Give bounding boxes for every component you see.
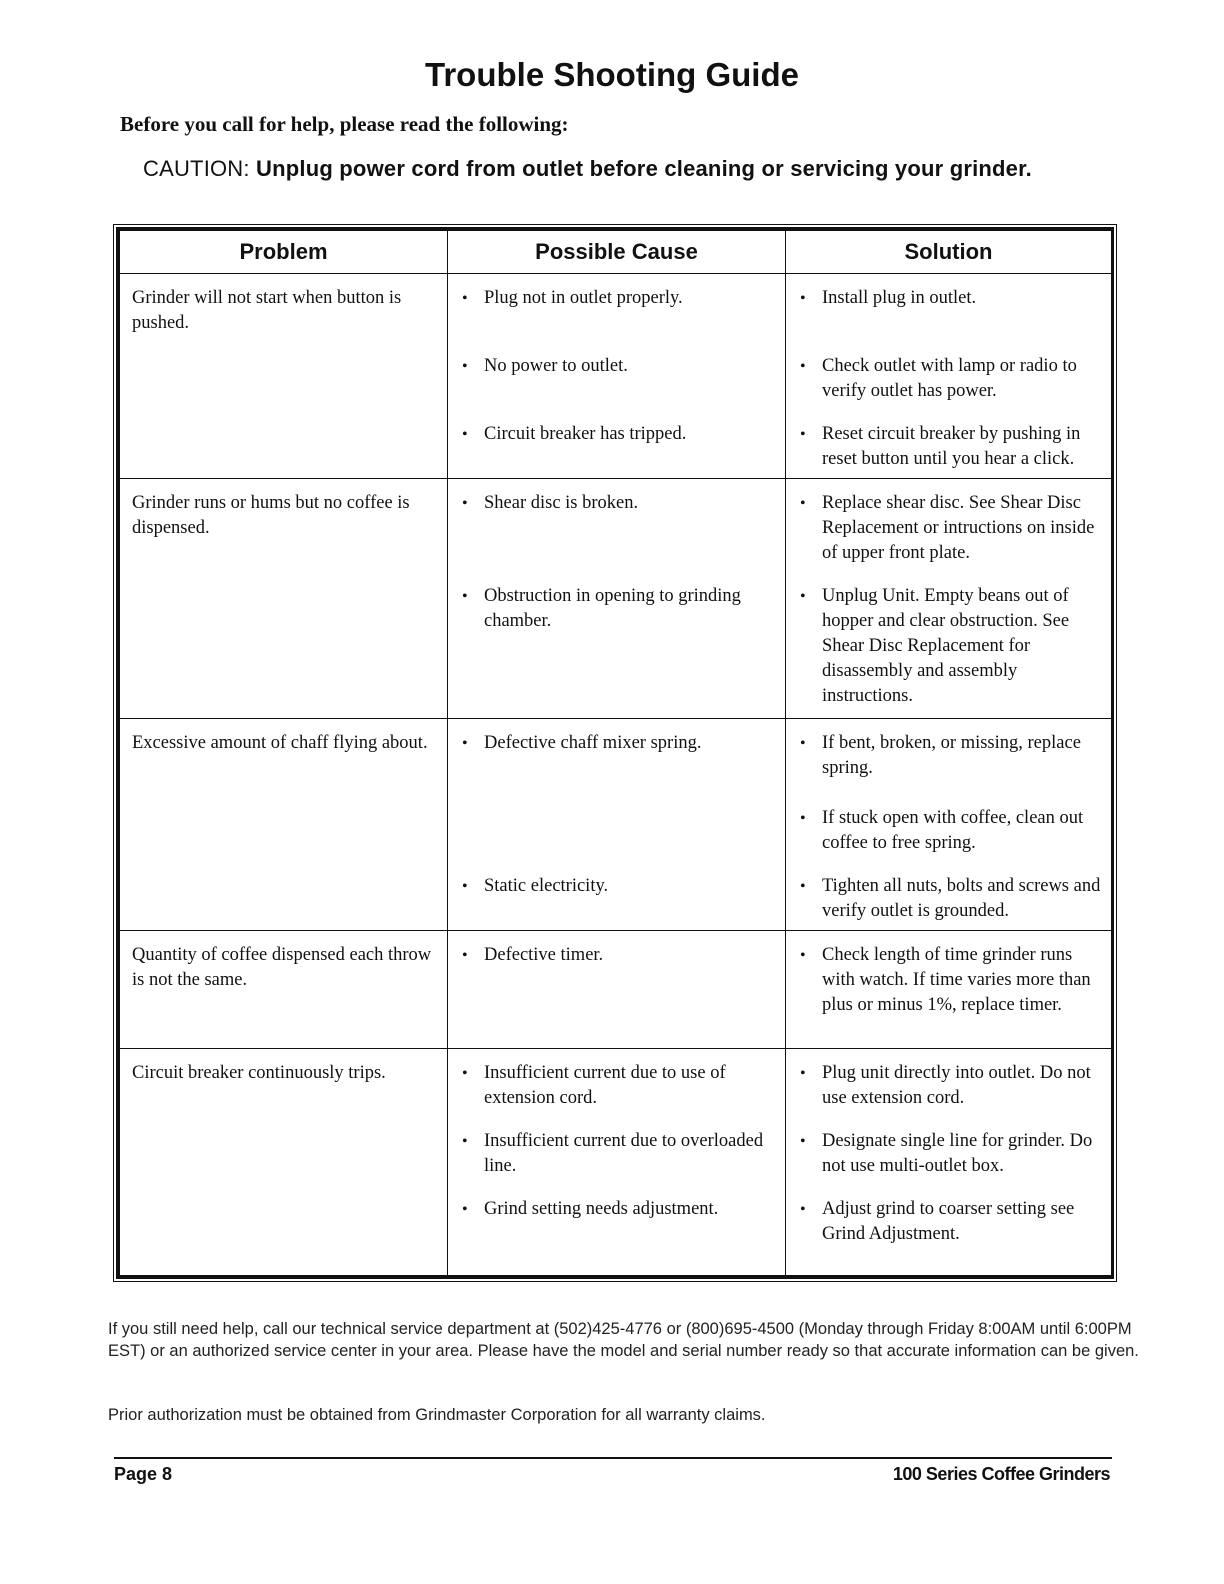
- table-row: [120, 719, 1112, 931]
- caution-label: CAUTION:: [143, 156, 250, 181]
- cause-item: • Circuit breaker has tripped.: [458, 422, 775, 447]
- table-row: [120, 1049, 1112, 1276]
- table-row: [120, 479, 1112, 719]
- help-text: If you still need help, call our technical service department at (502)425-4776 or (800)695-4500 (Monday through Friday 8:00AM until 6:00PM EST) or an authorized service center in your area. Please have the model and serial number ready so that accurate information can be given.: [108, 1320, 1139, 1360]
- series-label: 100 Series Coffee Grinders: [892, 1464, 1110, 1484]
- table-row: [120, 931, 1112, 1049]
- problem-cell: Grinder runs or hums but no coffee is dispensed.: [120, 479, 448, 719]
- cause-item: • Static electricity.: [458, 874, 775, 899]
- solution-item: • Unplug Unit. Empty beans out of hopper and clear obstruction. See Shear Disc Replacement for disassembly and assembly instructions.: [796, 584, 1101, 709]
- cause-cell: [448, 479, 786, 719]
- cause-item: • Plug not in outlet properly.: [458, 286, 775, 354]
- problem-cell: Grinder will not start when button is pushed.: [120, 274, 448, 479]
- solution-item: • Plug unit directly into outlet. Do not use extension cord.: [796, 1061, 1101, 1129]
- solution-cell: [786, 1049, 1112, 1276]
- solution-cell: [786, 719, 1112, 931]
- cause-item: • Obstruction in opening to grinding chamber.: [458, 584, 775, 634]
- problem-cell: Excessive amount of chaff flying about.: [120, 719, 448, 931]
- warranty-text: Prior authorization must be obtained from Grindmaster Corporation for all warranty claims.: [108, 1406, 766, 1424]
- table-header-row: [120, 231, 1112, 274]
- page-title: Trouble Shooting Guide: [425, 56, 799, 93]
- cause-item: • No power to outlet.: [458, 354, 775, 422]
- cause-item: • Grind setting needs adjustment.: [458, 1197, 775, 1222]
- solution-item: • Replace shear disc. See Shear Disc Replacement or intructions on inside of upper front plate.: [796, 491, 1101, 584]
- cause-item: • Insufficient current due to use of extension cord.: [458, 1061, 775, 1129]
- solution-item: • Tighten all nuts, bolts and screws and verify outlet is grounded.: [796, 874, 1101, 924]
- page-number: Page 8: [114, 1464, 173, 1484]
- troubleshooting-table: [116, 227, 1114, 1279]
- solution-item: • Reset circuit breaker by pushing in reset button until you hear a click.: [796, 422, 1101, 472]
- solution-item: • Check length of time grinder runs with watch. If time varies more than plus or minus 1%, replace timer.: [796, 943, 1101, 1018]
- caution-text: Unplug power cord from outlet before cleaning or servicing your grinder.: [256, 156, 1032, 181]
- solution-cell: [786, 479, 1112, 719]
- solution-item: • If stuck open with coffee, clean out coffee to free spring.: [796, 806, 1101, 874]
- cause-cell: [448, 719, 786, 931]
- cause-cell: [448, 274, 786, 479]
- solution-item: • Check outlet with lamp or radio to verify outlet has power.: [796, 354, 1101, 422]
- cause-cell: [448, 1049, 786, 1276]
- header-possible-cause: Possible Cause: [448, 231, 786, 274]
- problem-cell: Quantity of coffee dispensed each throw is not the same.: [120, 931, 448, 1049]
- solution-item: • Designate single line for grinder. Do not use multi-outlet box.: [796, 1129, 1101, 1197]
- solution-item: • Install plug in outlet.: [796, 286, 1101, 354]
- cause-item: • Defective chaff mixer spring.: [458, 731, 775, 874]
- solution-item: • Adjust grind to coarser setting see Grind Adjustment.: [796, 1197, 1101, 1247]
- problem-cell: Circuit breaker continuously trips.: [120, 1049, 448, 1276]
- cause-cell: [448, 931, 786, 1049]
- cause-item: • Insufficient current due to overloaded line.: [458, 1129, 775, 1197]
- solution-item: • If bent, broken, or missing, replace spring.: [796, 731, 1101, 806]
- header-problem: Problem: [120, 231, 448, 274]
- cause-item: • Defective timer.: [458, 943, 775, 968]
- solution-cell: [786, 274, 1112, 479]
- intro-text: Before you call for help, please read the following:: [120, 112, 569, 136]
- solution-cell: [786, 931, 1112, 1049]
- footer-divider: [114, 1457, 1112, 1459]
- caution-notice: [143, 156, 1032, 182]
- header-solution: Solution: [786, 231, 1112, 274]
- table-row: [120, 274, 1112, 479]
- cause-item: • Shear disc is broken.: [458, 491, 775, 584]
